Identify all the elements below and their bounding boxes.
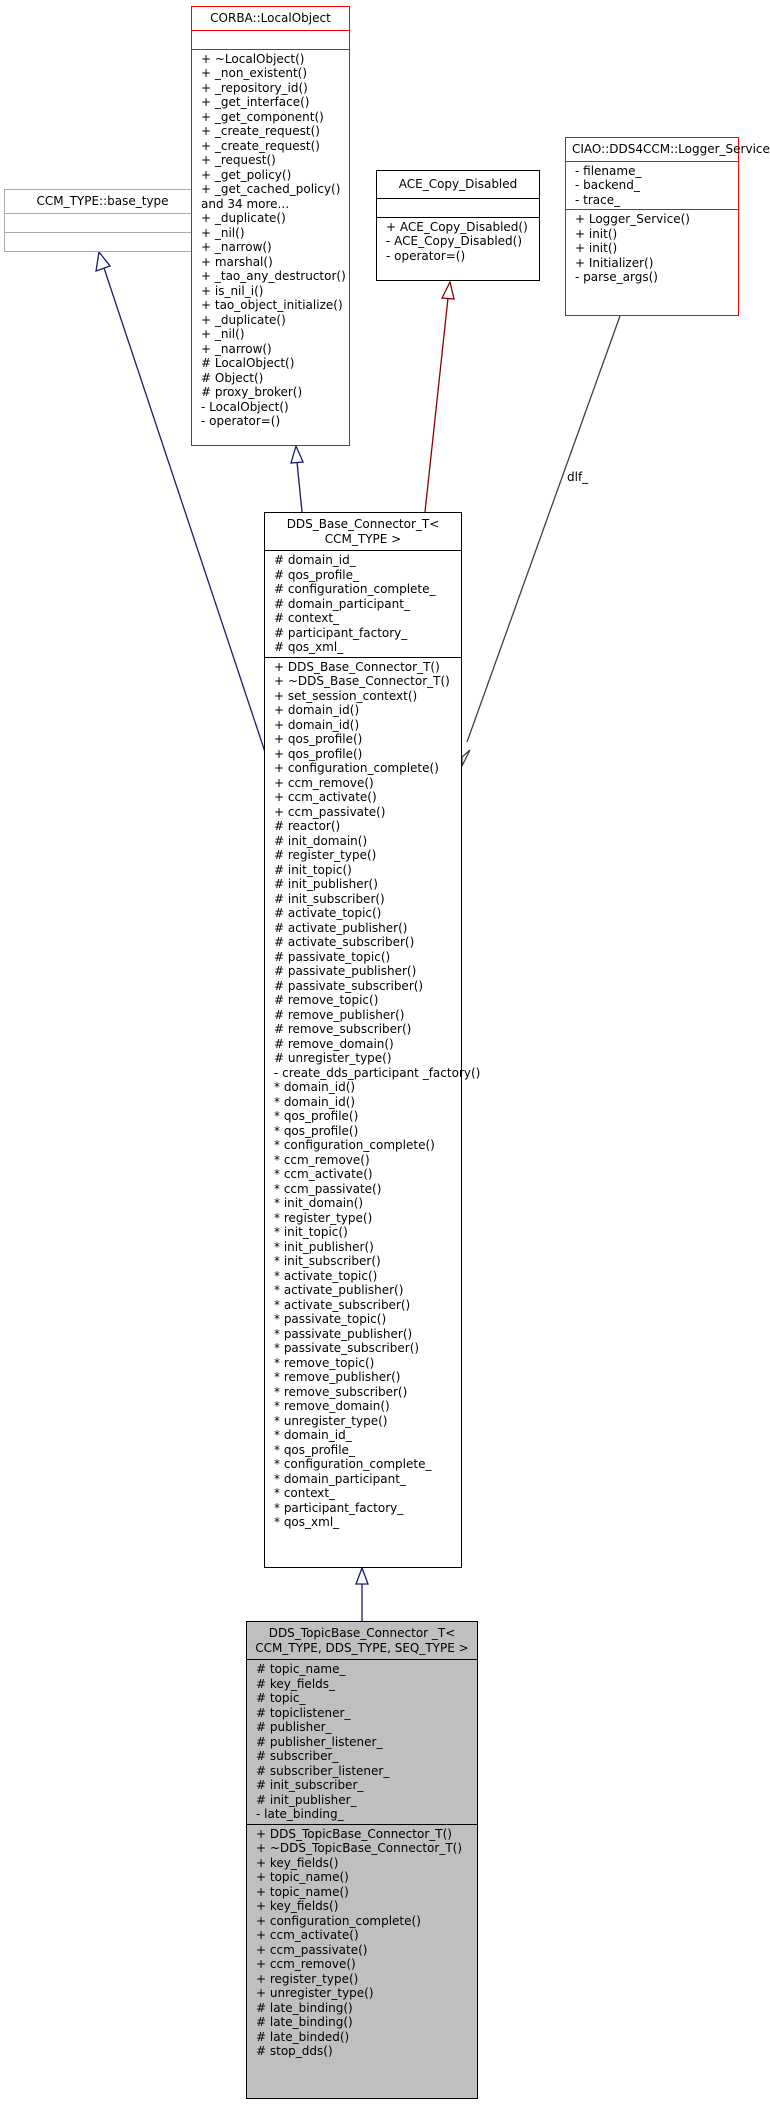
member-entry: # topic_ — [256, 1691, 306, 1705]
member-entry: + qos_profile() — [274, 732, 363, 746]
edge-localobject-arrowhead — [291, 446, 303, 463]
attributes-section — [265, 550, 461, 657]
methods-section — [566, 209, 738, 287]
member-entry: # late_binded() — [256, 2029, 350, 2044]
class-title: CORBA::LocalObject — [210, 11, 331, 25]
class-title: ACE_Copy_Disabled — [398, 177, 518, 191]
edge-ace-arrowhead — [442, 282, 454, 299]
member-entry: # qos_profile_ — [274, 567, 359, 582]
member-entry: # participant_factory_ — [274, 625, 408, 640]
member-entry: + ccm_activate() — [274, 790, 377, 804]
edge-logger-usage — [467, 316, 620, 742]
member-entry: # key_fields_ — [256, 1676, 336, 1691]
member-entry: # publisher_listener_ — [256, 1734, 383, 1749]
member-entry: * participant_factory_ — [274, 1500, 404, 1515]
member-entry: + ccm_passivate() — [274, 804, 386, 819]
member-entry: + _request() — [201, 153, 276, 167]
member-entry: # remove_domain() — [274, 1036, 394, 1051]
member-entry: # remove_publisher() — [274, 1007, 405, 1022]
member-entry: # configuration_complete_ — [274, 582, 436, 596]
member-entry: + set_session_context() — [274, 688, 418, 703]
edge-base-topic-arrowhead — [356, 1568, 368, 1584]
member-entry: + init() — [575, 241, 618, 255]
member-entry: - operator=() — [201, 414, 281, 428]
edge-ccm-type-arrowhead — [96, 252, 110, 271]
member-entry: # qos_xml_ — [274, 640, 344, 654]
member-entry: + DDS_Base_Connector_T() — [274, 659, 440, 674]
member-entry: * passivate_topic() — [274, 1312, 387, 1326]
class-ace-copy-disabled[interactable] — [376, 170, 540, 281]
member-entry: + _non_existent() — [201, 66, 308, 80]
member-entry: # subscriber_listener_ — [256, 1763, 390, 1778]
member-entry: # topic_name_ — [256, 1662, 346, 1676]
member-entry: + init() — [575, 226, 618, 241]
member-entry: - parse_args() — [575, 270, 658, 284]
member-entry: + ~DDS_TopicBase_Connector_T() — [256, 1841, 463, 1855]
member-entry: # init_publisher() — [274, 877, 378, 891]
member-entry: # context_ — [274, 611, 340, 625]
member-entry: # passivate_publisher() — [274, 964, 417, 978]
member-entry: # init_subscriber_ — [256, 1778, 364, 1792]
class-logger-service[interactable] — [565, 137, 770, 316]
member-entry: * remove_subscriber() — [274, 1384, 408, 1399]
member-entry: * init_publisher() — [274, 1239, 374, 1254]
member-entry: + _get_cached_policy() — [201, 182, 341, 196]
member-entry: * init_subscriber() — [274, 1254, 381, 1268]
member-entry: # activate_publisher() — [274, 920, 408, 935]
member-entry: # passivate_topic() — [274, 949, 391, 964]
member-entry: * qos_profile_ — [274, 1442, 355, 1457]
attributes-section — [5, 213, 200, 232]
member-entry: + configuration_complete() — [274, 761, 439, 775]
member-entry: - late_binding_ — [256, 1807, 344, 1821]
edge-logger-diamond — [462, 750, 470, 766]
member-entry: + _nil() — [201, 327, 245, 341]
member-entry: # domain_id_ — [274, 553, 356, 567]
edge-ace-to-base — [425, 298, 448, 512]
member-entry: * passivate_subscriber() — [274, 1341, 420, 1355]
member-entry: * domain_participant_ — [274, 1471, 406, 1486]
member-entry: # activate_subscriber() — [274, 935, 415, 949]
member-entry: # stop_dds() — [256, 2044, 333, 2058]
member-entry: - LocalObject() — [201, 399, 289, 414]
attributes-section — [247, 1659, 477, 1824]
member-entry: + unregister_type() — [256, 1986, 374, 2000]
methods-section — [247, 1824, 477, 2061]
class-dds-topicbase-connector[interactable] — [246, 1621, 478, 2099]
member-entry: + _narrow() — [201, 240, 272, 254]
class-dds-base-connector[interactable] — [264, 512, 481, 1568]
member-entry: + _get_policy() — [201, 167, 292, 182]
member-entry: + _narrow() — [201, 341, 272, 356]
member-entry: * qos_profile() — [274, 1123, 359, 1138]
member-entry: * configuration_complete() — [274, 1138, 435, 1152]
methods-section — [377, 217, 539, 266]
member-entry: + topic_name() — [256, 1884, 349, 1899]
member-entry: + is_nil_i() — [201, 283, 264, 298]
member-entry: + ~DDS_Base_Connector_T() — [274, 674, 450, 688]
member-entry: # register_type() — [274, 848, 377, 862]
member-entry: - ACE_Copy_Disabled() — [386, 234, 523, 248]
member-entry: * domain_id() — [274, 1094, 356, 1109]
member-entry: # proxy_broker() — [201, 385, 303, 399]
member-entry: # topiclistener_ — [256, 1705, 351, 1720]
member-entry: # activate_topic() — [274, 906, 382, 920]
member-entry: # domain_participant_ — [274, 596, 410, 611]
member-entry: * ccm_activate() — [274, 1167, 373, 1181]
member-entry: # LocalObject() — [201, 356, 295, 370]
member-entry: + Initializer() — [575, 255, 654, 270]
member-entry: # subscriber_ — [256, 1749, 339, 1763]
member-entry: + _duplicate() — [201, 211, 286, 225]
member-entry: * qos_xml_ — [274, 1515, 340, 1529]
attributes-section — [377, 198, 539, 217]
member-entry: * init_topic() — [274, 1225, 348, 1239]
member-entry: + key_fields() — [256, 1855, 339, 1870]
member-entry: * ccm_remove() — [274, 1152, 370, 1167]
member-entry: + key_fields() — [256, 1899, 339, 1913]
member-entry: + _repository_id() — [201, 80, 308, 95]
member-entry: * activate_topic() — [274, 1268, 378, 1283]
member-entry: # remove_subscriber() — [274, 1022, 412, 1036]
member-entry: + ccm_remove() — [256, 1957, 356, 1971]
member-entry: + marshal() — [201, 254, 273, 269]
member-entry: - backend_ — [575, 178, 640, 192]
member-entry: + _get_component() — [201, 109, 324, 124]
class-title: DDS_TopicBase_Connector _T< CCM_TYPE, DDS_TYPE, SEQ_TYPE > — [255, 1626, 469, 1655]
member-entry: + _nil() — [201, 225, 245, 240]
member-entry: + DDS_TopicBase_Connector_T() — [256, 1826, 452, 1841]
member-entry: # passivate_subscriber() — [274, 978, 424, 993]
member-entry: # late_binding() — [256, 2015, 353, 2029]
member-entry: + _create_request() — [201, 138, 320, 153]
member-entry: + ~LocalObject() — [201, 51, 305, 66]
member-entry: * unregister_type() — [274, 1413, 388, 1428]
member-entry: + ACE_Copy_Disabled() — [386, 219, 528, 234]
member-entry: + register_type() — [256, 1971, 359, 1986]
member-entry: + topic_name() — [256, 1870, 349, 1884]
member-entry: + ccm_activate() — [256, 1928, 359, 1942]
member-entry: # init_subscriber() — [274, 891, 385, 906]
member-entry: + tao_object_initialize() — [201, 298, 343, 312]
attributes-section — [192, 30, 349, 49]
class-title: CCM_TYPE::base_type — [36, 194, 169, 208]
attributes-section — [566, 161, 738, 210]
member-entry: * remove_publisher() — [274, 1370, 401, 1384]
member-entry: - trace_ — [575, 192, 621, 207]
member-entry: + _create_request() — [201, 124, 320, 138]
class-title: DDS_Base_Connector_T< CCM_TYPE > — [286, 517, 440, 546]
member-entry: + ccm_remove() — [274, 775, 374, 790]
member-entry: - create_dds_participant _factory() — [274, 1065, 481, 1080]
member-entry: * domain_id_ — [274, 1428, 352, 1442]
member-entry: # Object() — [201, 370, 264, 385]
member-entry: * activate_subscriber() — [274, 1297, 411, 1312]
methods-section — [265, 657, 481, 1532]
class-ccm-type-base[interactable] — [4, 189, 201, 252]
member-entry: * passivate_publisher() — [274, 1326, 413, 1341]
member-entry: + _duplicate() — [201, 312, 286, 327]
member-entry: # remove_topic() — [274, 993, 379, 1007]
member-entry: * remove_domain() — [274, 1399, 390, 1413]
member-entry: * configuration_complete_ — [274, 1457, 432, 1471]
class-title: CIAO::DDS4CCM::Logger_Service — [572, 142, 770, 156]
member-entry: * init_domain() — [274, 1196, 364, 1210]
member-entry: + qos_profile() — [274, 746, 363, 761]
member-entry: * domain_id() — [274, 1080, 356, 1094]
member-entry: # unregister_type() — [274, 1051, 392, 1065]
class-corba-localobject[interactable] — [191, 6, 350, 446]
member-entry: * remove_topic() — [274, 1355, 375, 1370]
member-entry: # reactor() — [274, 819, 341, 833]
member-entry: * activate_publisher() — [274, 1283, 404, 1297]
methods-section — [5, 232, 200, 251]
member-entry: # init_publisher_ — [256, 1792, 357, 1807]
member-entry: - operator=() — [386, 248, 466, 263]
methods-section — [192, 49, 349, 431]
member-entry: + domain_id() — [274, 717, 360, 732]
member-entry: * ccm_passivate() — [274, 1181, 382, 1196]
usage-label-dlf: dlf_ — [567, 470, 589, 484]
member-entry: + _get_interface() — [201, 95, 310, 109]
member-entry: + domain_id() — [274, 703, 360, 717]
member-entry: # init_topic() — [274, 862, 352, 877]
member-entry: * context_ — [274, 1486, 336, 1500]
member-entry: # init_domain() — [274, 833, 368, 848]
member-entry: * qos_profile() — [274, 1109, 359, 1123]
member-entry: + ccm_passivate() — [256, 1942, 368, 1957]
member-entry: # late_binding() — [256, 2000, 353, 2015]
member-entry: + configuration_complete() — [256, 1913, 421, 1928]
member-entry: + _tao_any_destructor() — [201, 269, 346, 283]
member-entry: - filename_ — [575, 163, 642, 178]
edge-localobject-to-base — [297, 462, 302, 512]
member-entry: * register_type() — [274, 1210, 373, 1225]
member-entry: # publisher_ — [256, 1720, 332, 1734]
member-entry: and 34 more... — [201, 196, 290, 211]
member-entry: + Logger_Service() — [575, 212, 690, 226]
